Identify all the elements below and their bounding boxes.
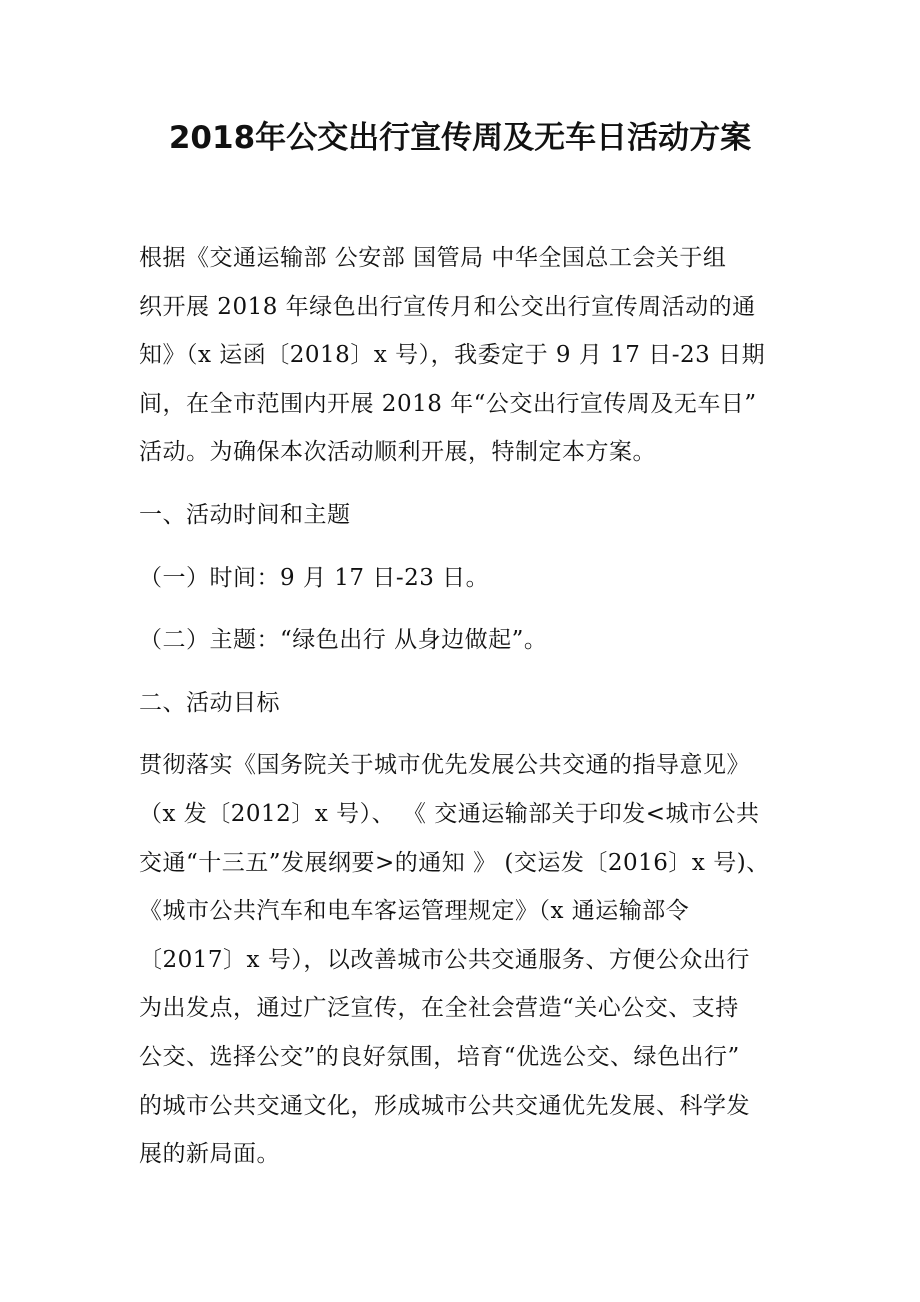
- document-body: [139, 234, 787, 1179]
- text-line: 为出发点，通过广泛宣传，在全社会营造“关心公交、支持: [139, 995, 739, 1022]
- text-line: 〔2017〕x 号），以改善城市公共交通服务、方便公众出行: [139, 946, 750, 973]
- document-title: 2018年公交出行宣传周及无车日活动方案: [168, 120, 752, 156]
- text-line: 活动。为确保本次活动顺利开展，特制定本方案。: [139, 439, 656, 466]
- section-1-heading: 一、活动时间和主题: [139, 501, 351, 528]
- text-line: 《城市公共汽车和电车客运管理规定》（x 通运输部令: [139, 898, 690, 925]
- text-line: 织开展 2018 年绿色出行宣传月和公交出行宣传周活动的通: [139, 293, 756, 320]
- section-2-heading: 二、活动目标: [139, 689, 280, 716]
- section-2-paragraph: [139, 741, 787, 1178]
- text-line: 的城市公共交通文化，形成城市公共交通优先发展、科学发: [139, 1092, 750, 1119]
- section-1-item-theme: （二）主题：“绿色出行 从身边做起”。: [139, 627, 548, 654]
- text-line: 展的新局面。: [139, 1141, 280, 1168]
- text-line: 公交、选择公交”的良好氛围，培育“优选公交、绿色出行”: [139, 1043, 740, 1070]
- text-line: 根据《交通运输部 公安部 国管局 中华全国总工会关于组: [139, 245, 727, 271]
- text-line: 贯彻落实《国务院关于城市优先发展公共交通的指导意见》: [139, 752, 750, 779]
- text-line: 间，在全市范围内开展 2018 年“公交出行宣传周及无车日”: [139, 390, 757, 417]
- text-line: 交通“十三五”发展纲要>的通知 》 (交运发〔2016〕x 号)、: [139, 849, 770, 876]
- intro-paragraph: [139, 234, 787, 477]
- section-1-item-time: （一）时间：9 月 17 日-23 日。: [139, 564, 490, 591]
- text-line: （x 发〔2012〕x 号）、 《 交通运输部关于印发<城市公共: [139, 800, 760, 827]
- text-line: 知》（x 运函〔2018〕x 号），我委定于 9 月 17 日-23 日期: [139, 342, 766, 369]
